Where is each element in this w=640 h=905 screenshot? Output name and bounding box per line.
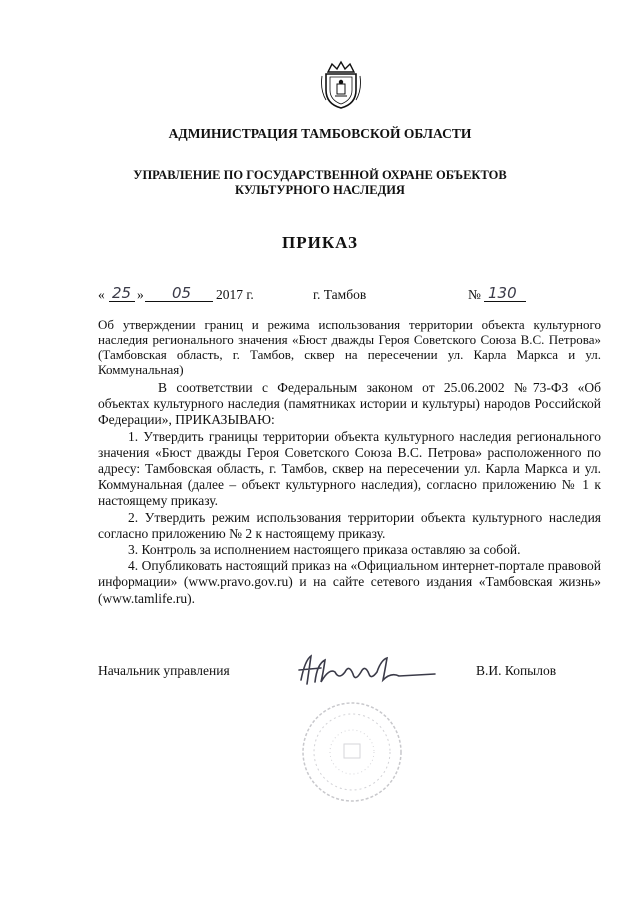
department-heading bbox=[0, 168, 640, 198]
date-line bbox=[98, 284, 528, 309]
signatory-position: Начальник управления bbox=[98, 663, 230, 678]
city: г. Тамбов bbox=[313, 287, 367, 302]
handwritten-signature bbox=[295, 650, 445, 692]
item-3: 3. Контроль за исполнением настоящего приказа оставляю за собой. bbox=[128, 542, 521, 558]
item-2: 2. Утвердить режим использования территории объекта культурного наследия согласно приложению № 2 к настоящему приказу. bbox=[98, 509, 601, 541]
date-month: 05 bbox=[172, 284, 192, 302]
date-close-quote: » bbox=[137, 287, 144, 302]
department-line-1: УПРАВЛЕНИЕ ПО ГОСУДАРСТВЕННОЙ ОХРАНЕ ОБЪЕКТОВ bbox=[133, 168, 507, 182]
date-open-quote: « bbox=[98, 287, 105, 302]
preamble: В соответствии с Федеральным законом от 25.06.2002 №73-ФЗ «Об объектах культурного наследия (памятниках истории и культуры) народов Российской Федерации», ПРИКАЗЫВАЮ: bbox=[98, 380, 601, 428]
administration-heading: АДМИНИСТРАЦИЯ ТАМБОВСКОЙ ОБЛАСТИ bbox=[168, 126, 472, 141]
date-day: 25 bbox=[112, 284, 132, 302]
subject-text: Об утверждении границ и режима использования территории объекта культурного наследия регионального значения «Бюст дважды Героя Советского Союза В.С. Петрова» (Тамбовская область, г. Тамбов, сквер на пересечении ул. Карла Маркса и ул. Коммунальная) bbox=[98, 317, 601, 377]
item-1: 1. Утвердить границы территории объекта культурного наследия регионального значения «Бюст дважды Героя Советского Союза В.С. Петрова» расположенного по адресу: Тамбовская область, г. Тамбов, сквер на пересечении ул. Карла Маркса и ул. Коммунальная (далее – объект культурного наследия), согласно приложению № 1 к настоящему приказу. bbox=[98, 428, 601, 509]
document-title: ПРИКАЗ bbox=[282, 233, 358, 252]
date-year: 2017 г. bbox=[216, 287, 254, 302]
department-line-2: КУЛЬТУРНОГО НАСЛЕДИЯ bbox=[235, 183, 405, 197]
item-4: 4. Опубликовать настоящий приказ на «Официальном интернет-портале правовой информации» (www.pravo.gov.ru) и на сайте сетевого издания «Тамбовская жизнь» (www.tamlife.ru). bbox=[98, 558, 601, 606]
number-prefix: № bbox=[468, 287, 481, 302]
document-body bbox=[98, 380, 601, 607]
document-number: 130 bbox=[488, 284, 517, 302]
seal-stamp bbox=[300, 700, 404, 804]
signatory-name: В.И. Копылов bbox=[476, 663, 557, 678]
coat-of-arms-icon bbox=[320, 60, 362, 110]
